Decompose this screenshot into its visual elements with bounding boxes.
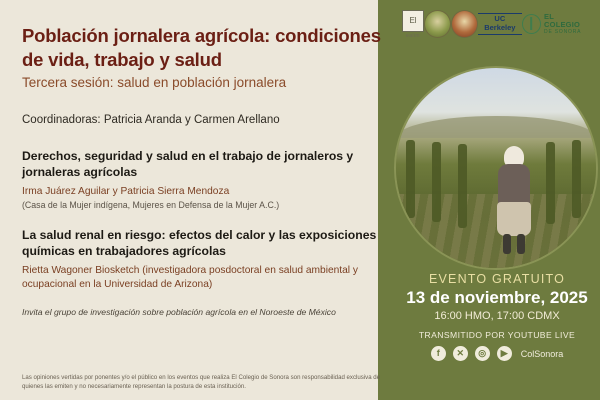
page-subtitle: Tercera sesión: salud en población jornalera [22, 75, 287, 91]
event-photo [394, 66, 598, 270]
photo-worker [492, 146, 536, 254]
youtube-icon[interactable]: ▶ [497, 346, 512, 361]
page-title: Población jornalera agrícola: condiciones de vida, trabajo y salud [22, 25, 381, 70]
event-time: 16:00 HMO, 17:00 CDMX [434, 310, 560, 322]
photo-vine-3 [458, 144, 467, 228]
institution-seal-red-icon [451, 10, 478, 38]
logo-strip [398, 6, 594, 42]
facebook-icon[interactable]: f [431, 346, 446, 361]
institution-seal-green-icon [424, 10, 451, 38]
instagram-icon[interactable]: ◎ [475, 346, 490, 361]
event-date: 13 de noviembre, 2025 [406, 288, 588, 307]
talk-item [22, 148, 382, 211]
el-colegio-de-sonora-logo [522, 13, 590, 35]
disclaimer-text: Las opiniones vertidas por ponentes y/o el público en los eventos que realiza El Colegio de Sonora son responsabilidad exclusiva de quienes las emiten y no necesariamente representan la postura de esta institución. [22, 374, 381, 391]
social-links [398, 346, 596, 361]
talk-speaker: Rietta Wagoner Biosketch (investigadora posdoctoral en salud ambiental y ocupacional en la Universidad de Arizona) [22, 265, 358, 290]
photo-vine-5 [572, 140, 581, 218]
talk-item [22, 227, 382, 291]
colson-line-2: DE SONORA [544, 28, 582, 35]
photo-vine-1 [406, 140, 415, 218]
photo-vine-2 [432, 142, 441, 222]
colson-wordmark [544, 13, 590, 35]
worker-skirt [497, 202, 531, 236]
photo-vine-4 [546, 142, 555, 224]
ealim-logo-caption: ealim [406, 32, 420, 39]
talk-title: La salud renal en riesgo: efectos del calor y las exposiciones químicas en trabajadores agrícolas [22, 228, 377, 259]
worker-leg-left [503, 234, 511, 254]
colson-mark-icon [522, 14, 541, 34]
invitation-line: Invita el grupo de investigación sobre población agrícola en el Noroeste de México [22, 306, 336, 317]
ealim-logo-mark: El [402, 10, 424, 32]
uc-berkeley-rule-2 [478, 34, 522, 35]
talk-title: Derechos, seguridad y salud en el trabajo de jornaleros y jornaleras agrícolas [22, 149, 354, 180]
x-twitter-icon[interactable]: ✕ [453, 346, 468, 361]
uc-berkeley-label: UC Berkeley [484, 14, 516, 32]
colson-line-1: EL COLEGIO [544, 12, 581, 30]
broadcast-label: TRANSMITIDO POR YOUTUBE LIVE [418, 330, 576, 340]
event-details [398, 272, 596, 322]
worker-leg-right [517, 234, 525, 254]
social-handle: ColSonora [520, 348, 564, 359]
talk-speaker: Irma Juárez Aguilar y Patricia Sierra Mendoza [22, 186, 230, 198]
ealim-logo [402, 10, 424, 39]
talk-affiliation: (Casa de la Mujer indígena, Mujeres en Defensa de la Mujer A.C.) [22, 199, 280, 210]
uc-berkeley-logo [478, 11, 522, 36]
coordinators-line: Coordinadoras: Patricia Aranda y Carmen Arellano [22, 114, 280, 127]
free-event-label: EVENTO GRATUITO [428, 272, 566, 286]
